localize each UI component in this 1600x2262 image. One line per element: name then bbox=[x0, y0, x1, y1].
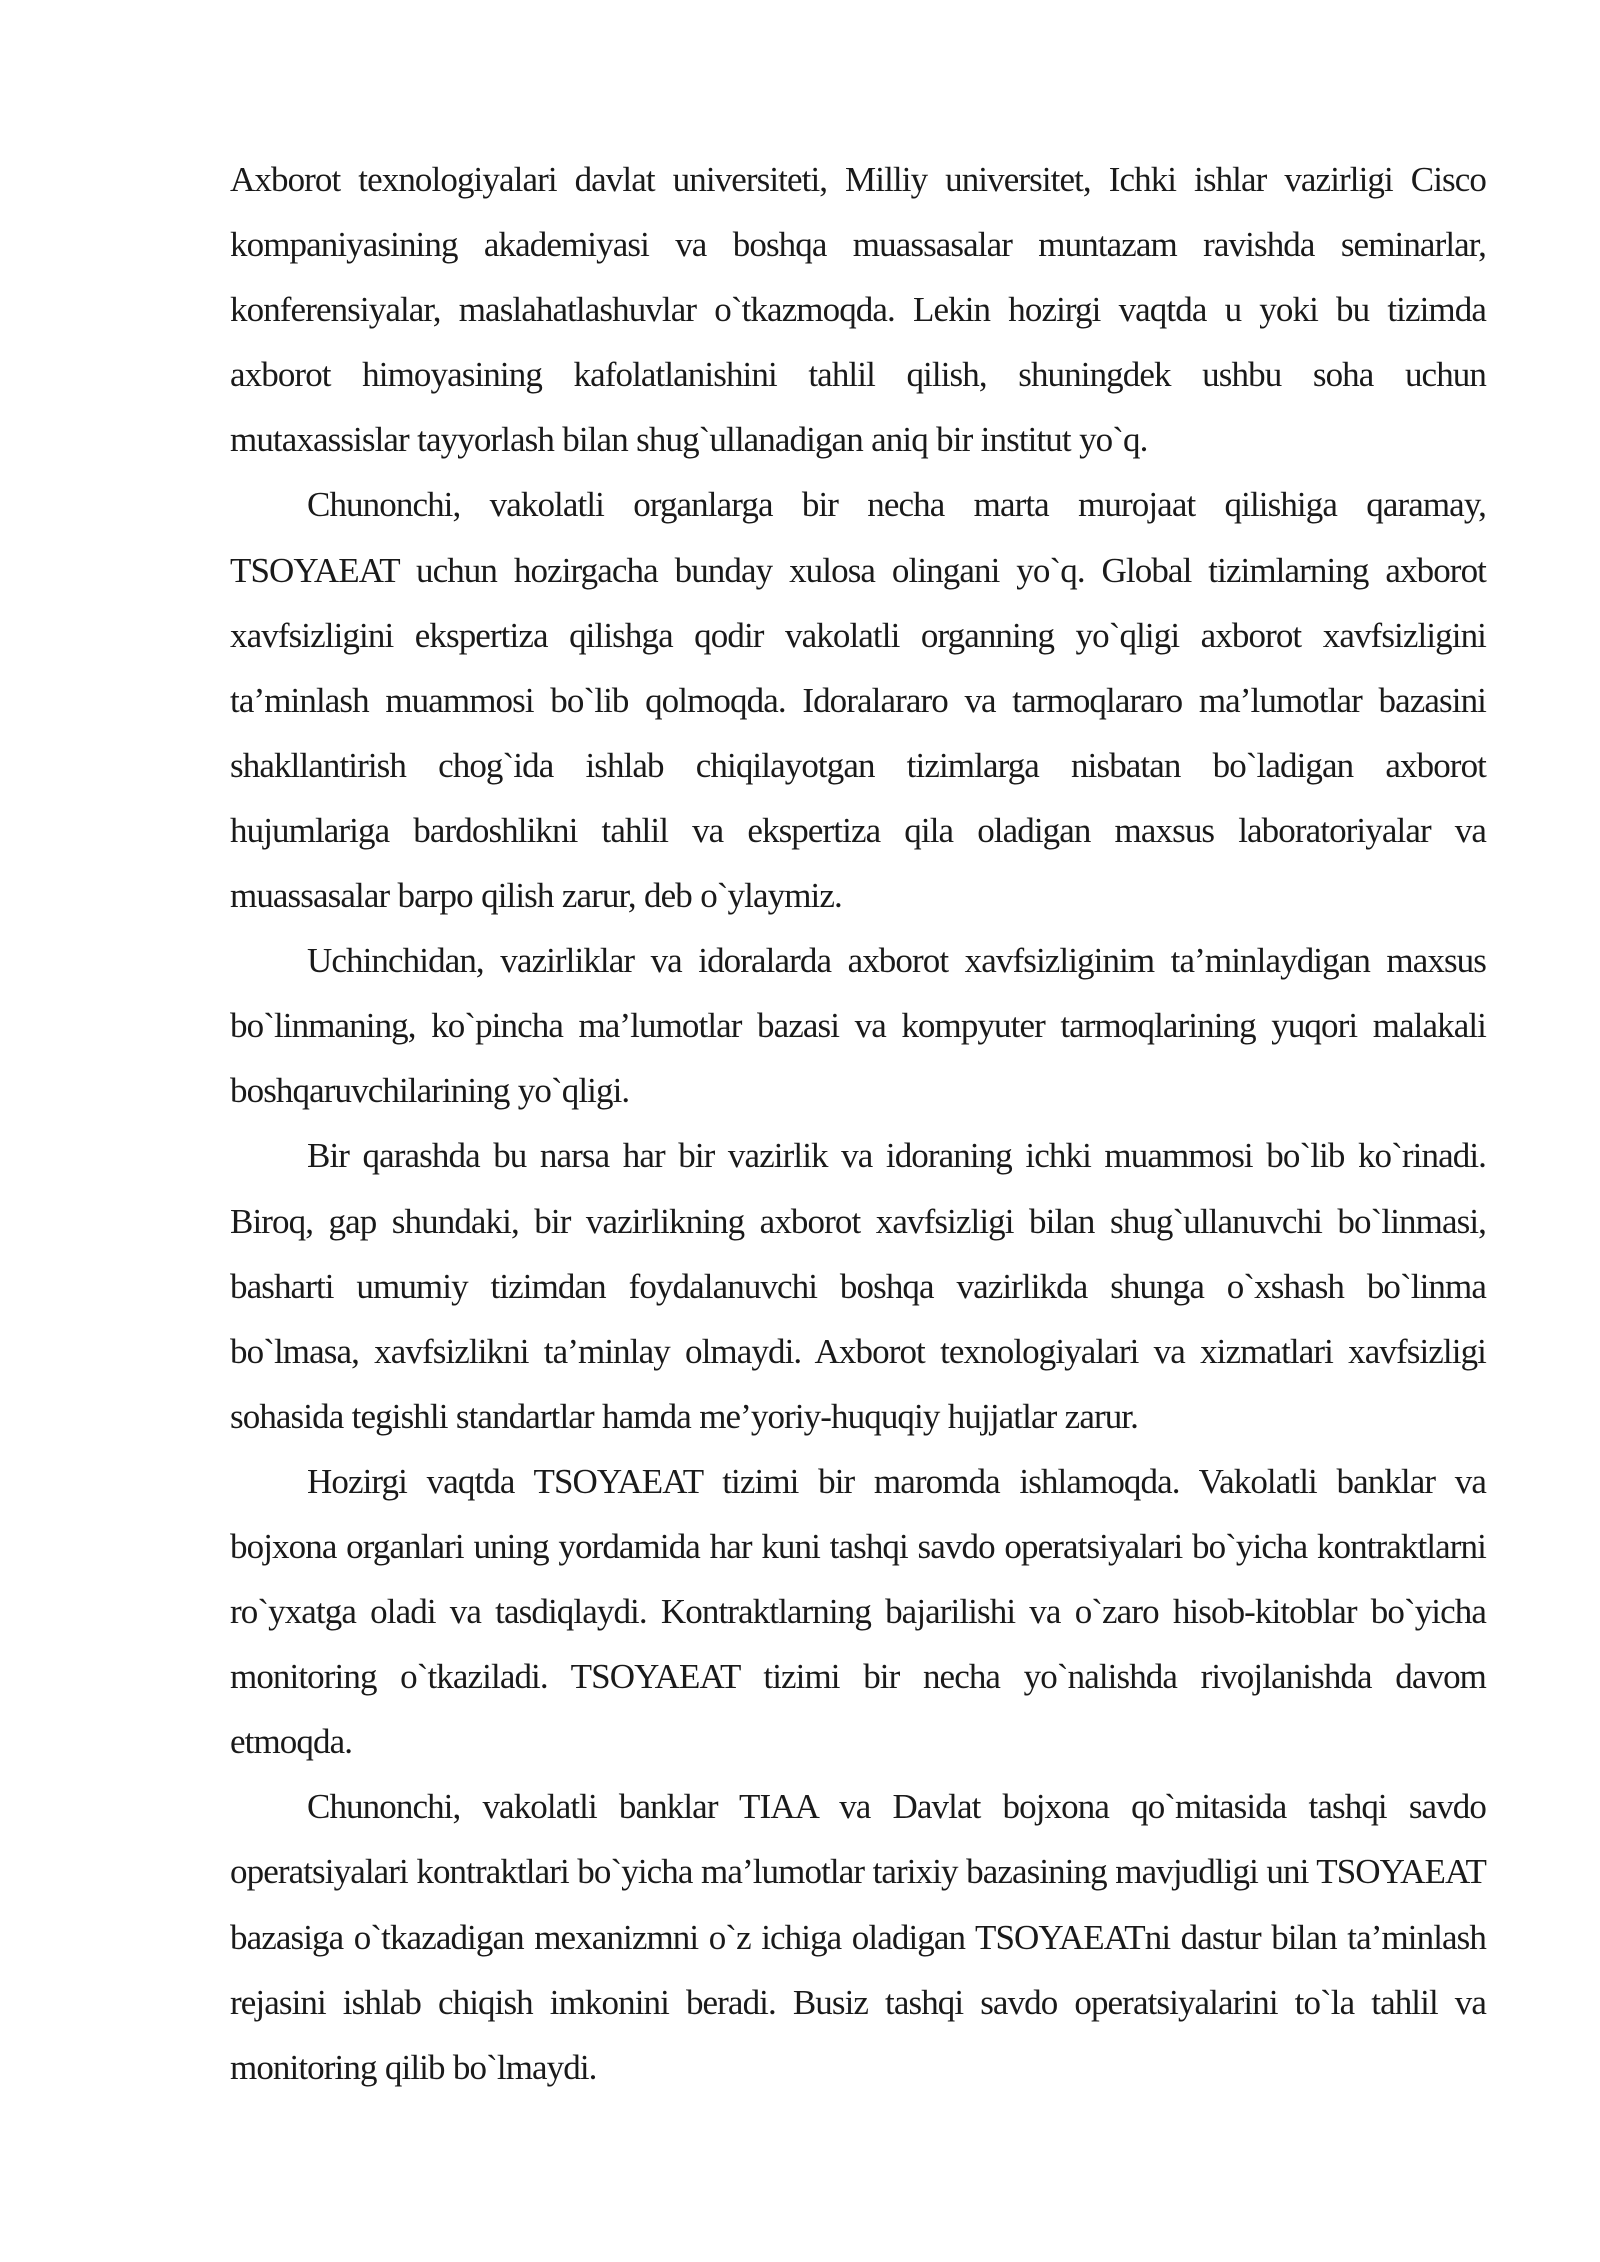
paragraph-6: Chunonchi, vakolatli banklar TIAA va Davlat bojxona qo`mitasida tashqi savdo operatsiyalari kontraktlari bo`yicha ma’lumotlar tarixiy bazasining mavjudligi uni TSOYAEAT bazasiga o`tkazadigan mexanizmni o`z ichiga oladigan TSOYAEATni dastur bilan ta’minlash rejasini ishlab chiqish imkonini beradi. Busiz tashqi savdo operatsiyalarini to`la tahlil va monitoring qilib bo`lmaydi. bbox=[230, 1787, 1486, 2087]
paragraph-1: Axborot texnologiyalari davlat universiteti, Milliy universitet, Ichki ishlar vazirligi Cisco kompaniyasining akademiyasi va boshqa muassasalar muntazam ravishda seminarlar, konferensiyalar, maslahatlashuvlar o`tkazmoqda. Lekin hozirgi vaqtda u yoki bu tizimda axborot himoyasining kafolatlanishini tahlil qilish, shuningdek ushbu soha uchun mutaxassislar tayyorlash bilan shug`ullanadigan aniq bir institut yo`q. bbox=[230, 160, 1486, 460]
paragraph-2: Chunonchi, vakolatli organlarga bir necha marta murojaat qilishiga qaramay, TSOYAEAT uchun hozirgacha bunday xulosa olingani yo`q. Global tizimlarning axborot xavfsizligini ekspertiza qilishga qodir vakolatli organning yo`qligi axborot xavfsizligini ta’minlash muammosi bo`lib qolmoqda. Idoralararo va tarmoqlararo ma’lumotlar bazasini shakllantirish chog`ida ishlab chiqilayotgan tizimlarga nisbatan bo`ladigan axborot hujumlariga bardoshlikni tahlil va ekspertiza qila oladigan maxsus laboratoriyalar va muassasalar barpo qilish zarur, deb o`ylaymiz. bbox=[230, 485, 1486, 916]
paragraph-4: Bir qarashda bu narsa har bir vazirlik va idoraning ichki muammosi bo`lib ko`rinadi. Biroq, gap shundaki, bir vazirlikning axborot xavfsizligi bilan shug`ullanuvchi bo`linmasi, basharti umumiy tizimdan foydalanuvchi boshqa vazirlikda shunga o`xshash bo`linma bo`lmasa, xavfsizlikni ta’minlay olmaydi. Axborot texnologiyalari va xizmatlari xavfsizligi sohasida tegishli standartlar hamda me’yoriy-huquqiy hujjatlar zarur. bbox=[230, 1136, 1486, 1436]
paragraph-3: Uchinchidan, vazirliklar va idoralarda axborot xavfsizliginim ta’minlaydigan maxsus bo`linmaning, ko`pincha ma’lumotlar bazasi va kompyuter tarmoqlarining yuqori malakali boshqaruvchilarining yo`qligi. bbox=[230, 941, 1486, 1111]
paragraph-5: Hozirgi vaqtda TSOYAEAT tizimi bir maromda ishlamoqda. Vakolatli banklar va bojxona organlari uning yordamida har kuni tashqi savdo operatsiyalari bo`yicha kontraktlarni ro`yxatga oladi va tasdiqlaydi. Kontraktlarning bajarilishi va o`zaro hisob-kitoblar bo`yicha monitoring o`tkaziladi. TSOYAEAT tizimi bir necha yo`nalishda rivojlanishda davom etmoqda. bbox=[230, 1461, 1486, 1762]
document-body bbox=[230, 147, 1486, 2100]
